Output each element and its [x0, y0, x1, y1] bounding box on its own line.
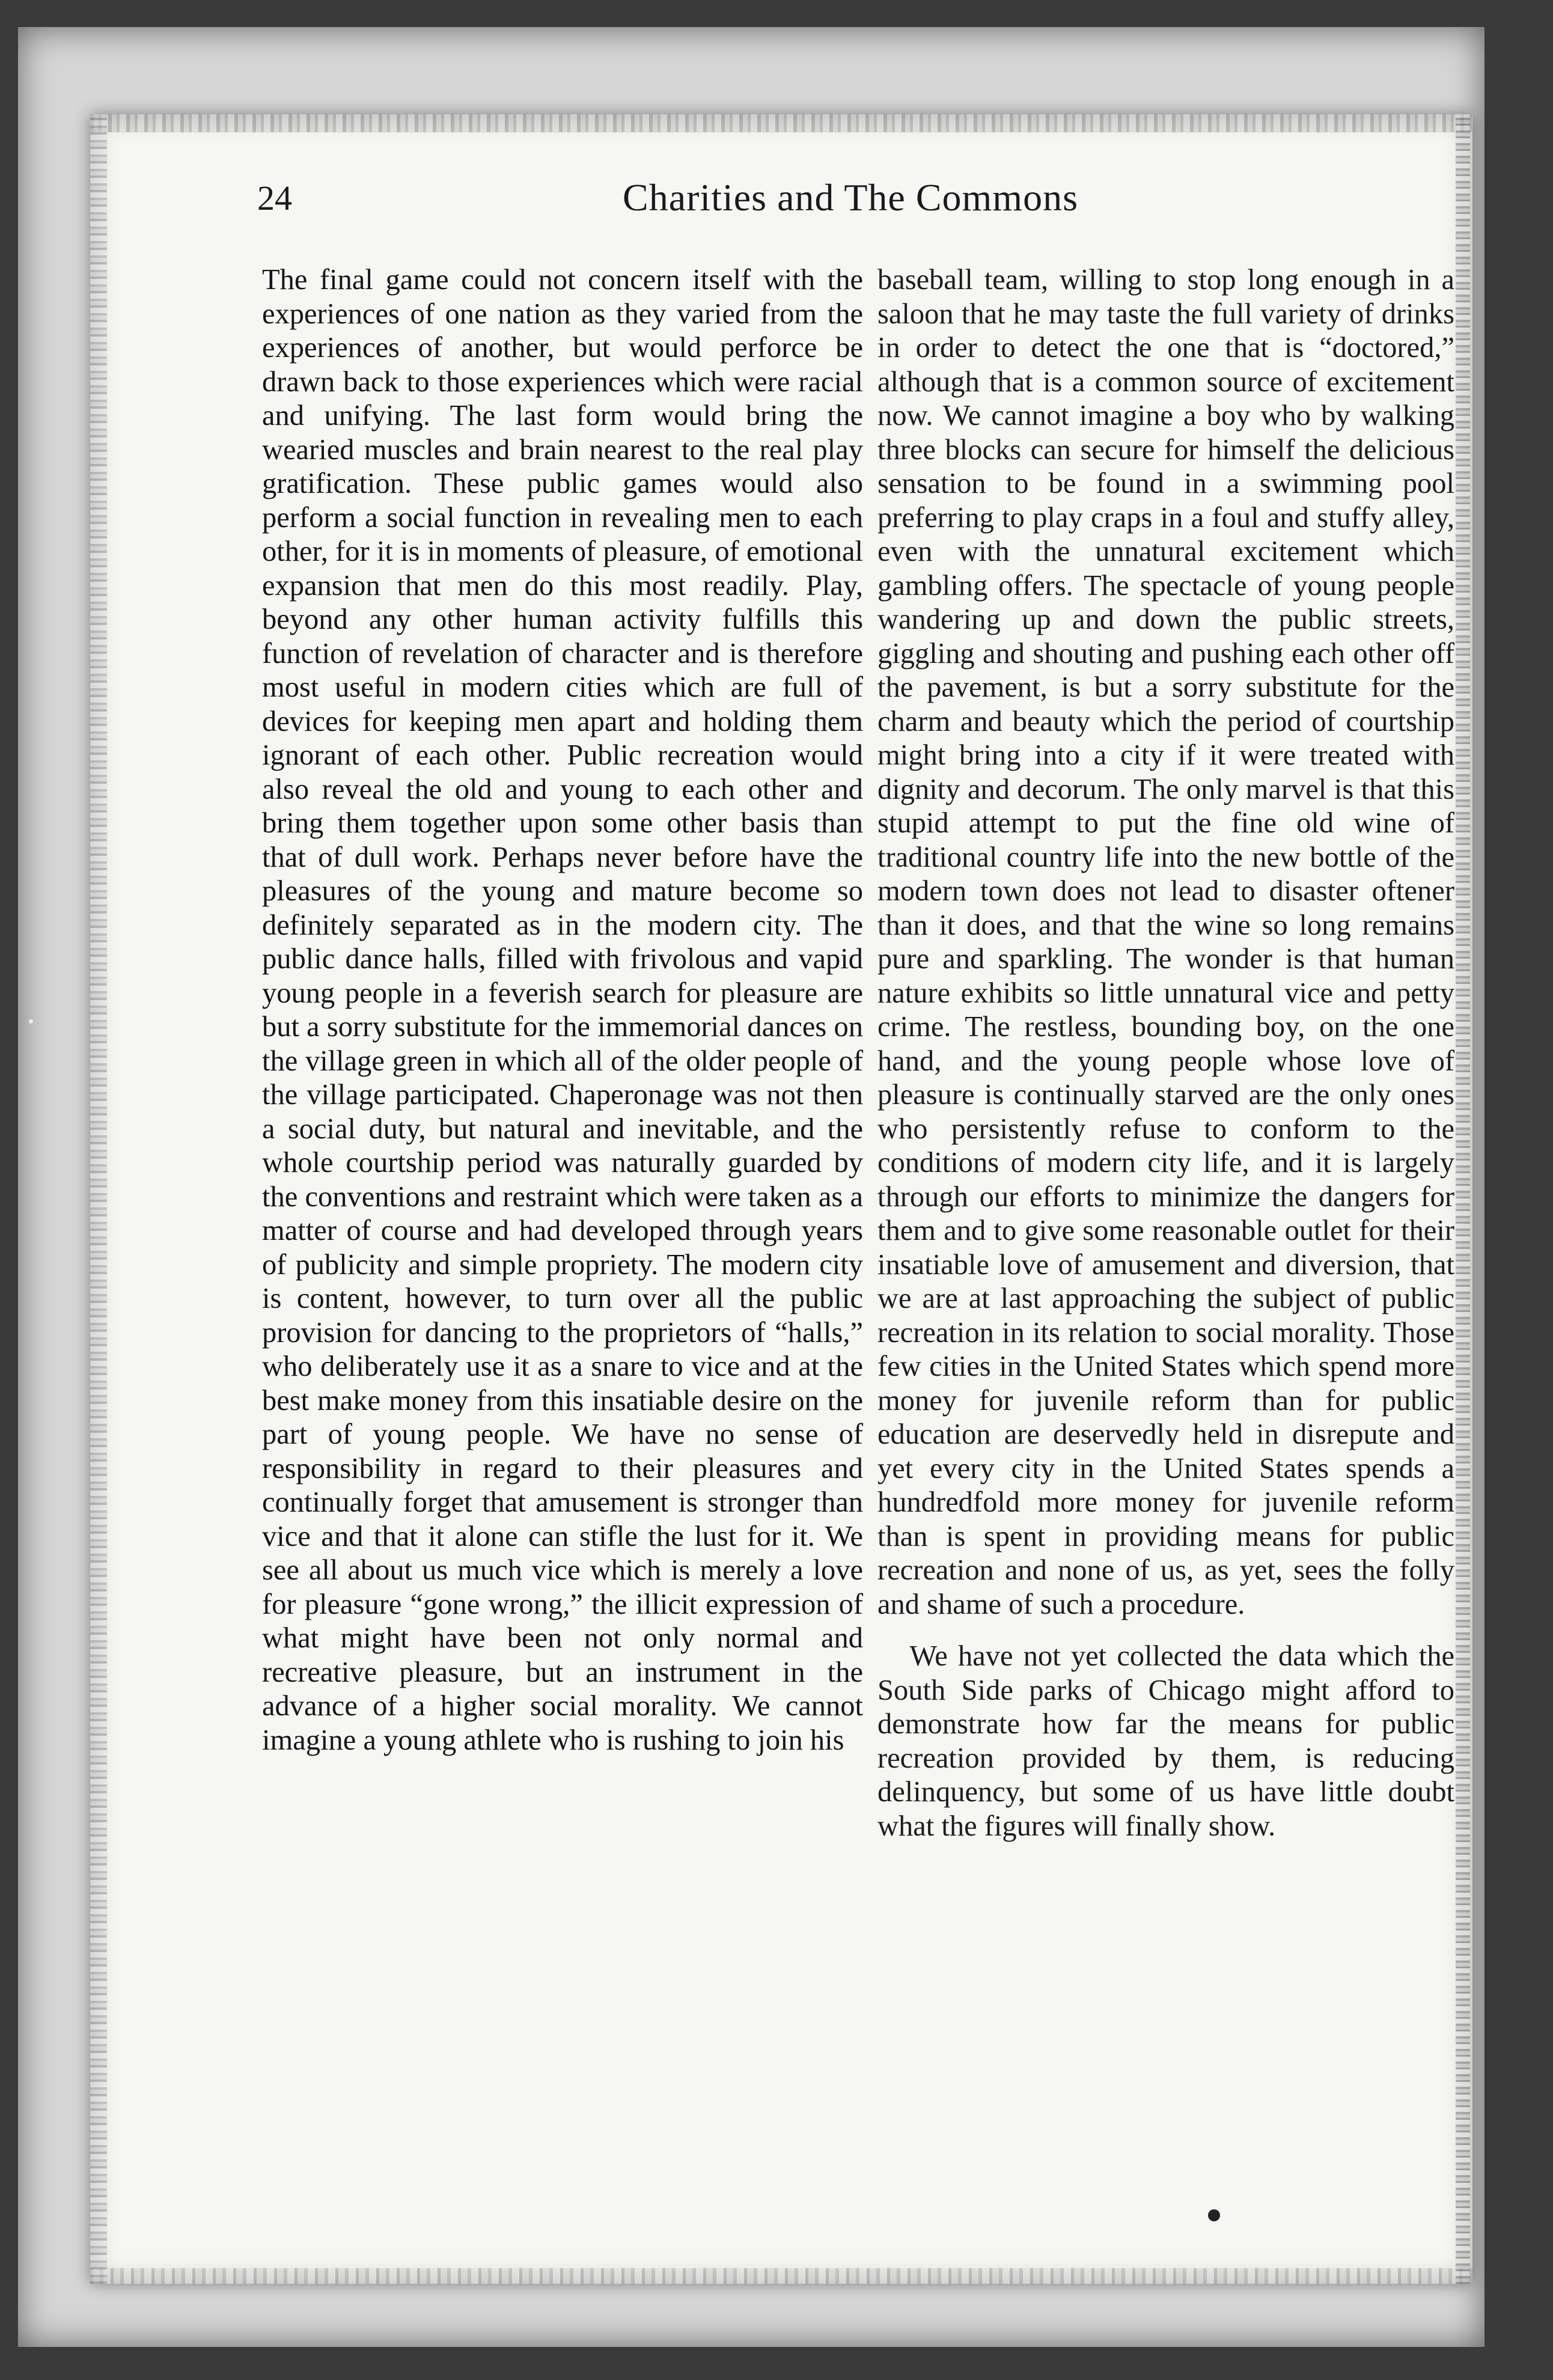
- right-paragraph-2: We have not yet collected the data which the South Side parks of Chicago might afford to demonstrate how far the means for public recreation provided by them, is reducing delinquency, but some of us have little doubt what the figures will finally show.: [877, 1640, 1454, 1842]
- scan-speck: [29, 1019, 33, 1024]
- page-left-edge: [90, 114, 107, 2284]
- ink-dot: [1208, 2209, 1220, 2221]
- running-title: Charities and The Commons: [623, 176, 1078, 219]
- right-paragraph-1: baseball team, willing to stop long enough in a saloon that he may taste the full variety of drinks in order to detect the one that is “doctored,” although that is a common source of excitement now. We cannot imagine a boy who by walking three blocks can secure for himself the delicious sensation to be found in a swimming pool preferring to play craps in a foul and stuffy alley, even with the unnatural excitement which gambling offers. The spectacle of young people wandering up and down the public streets, giggling and shouting and pushing each other off the pavement, is but a sorry substitute for the charm and beauty which the period of courtship might bring into a city if it were treated with dignity and decorum. The only marvel is that this stupid attempt to put the fine old wine of traditional country life into the new bottle of the modern town does not lead to disaster oftener than it does, and that the wine so long remains pure and sparkling. The wonder is that human nature exhibits so little unnatural vice and petty crime. The restless, bounding boy, on the one hand, and the young people whose love of pleasure is continually starved are the only ones who persistently refuse to conform to the conditions of modern city life, and it is largely through our efforts to minimize the dangers for them and to give some reasonable outlet for their insatiable love of amusement and diversion, that we are at last approaching the subject of public recreation in its relation to social morality. Those few cities in the United States which spend more money for juvenile reform than for public education are deservedly held in disrepute and yet every city in the United States spends a hundredfold more money for juvenile reform than is spent in providing means for public recreation and none of us, as yet, sees the folly and shame of such a procedure.: [877, 264, 1454, 1620]
- right-column: [877, 263, 1454, 1843]
- left-paragraph-1: The final game could not concern itself with the experiences of one nation as they varied from the experiences of another, but would perforce be drawn back to those experiences which were racial and unifying. The last form would bring the wearied muscles and brain nearest to the real play gratification. These public games would also perform a social function in revealing men to each other, for it is in moments of pleasure, of emotional expansion that men do this most readily. Play, beyond any other human activity fulfills this function of revelation of character and is therefore most useful in modern cities which are full of devices for keeping men apart and holding them ignorant of each other. Public recreation would also reveal the old and young to each other and bring them together upon some other basis than that of dull work. Perhaps never before have the pleasures of the young and mature become so definitely separated as in the modern city. The public dance halls, filled with frivolous and vapid young people in a feverish search for pleasure are but a sorry substitute for the immemorial dances on the village green in which all of the older people of the village participated. Chaperonage was not then a social duty, but natural and inevitable, and the whole courtship period was naturally guarded by the conventions and restraint which were taken as a matter of course and had developed through years of publicity and simple propriety. The modern city is content, however, to turn over all the public provision for dancing to the proprietors of “halls,” who deliberately use it as a snare to vice and at the best make money from this insatiable desire on the part of young people. We have no sense of responsibility in regard to their pleasures and continually forget that amusement is stronger than vice and that it alone can stifle the lust for it. We see all about us much vice which is merely a love for pleasure “gone wrong,” the illicit expression of what might have been not only normal and recreative pleasure, but an instrument in the advance of a higher social morality. We cannot imagine a young athlete who is rushing to join his: [262, 264, 863, 1756]
- left-column: [262, 263, 863, 1757]
- page-number: 24: [257, 178, 292, 218]
- page-right-edge: [1456, 114, 1470, 2284]
